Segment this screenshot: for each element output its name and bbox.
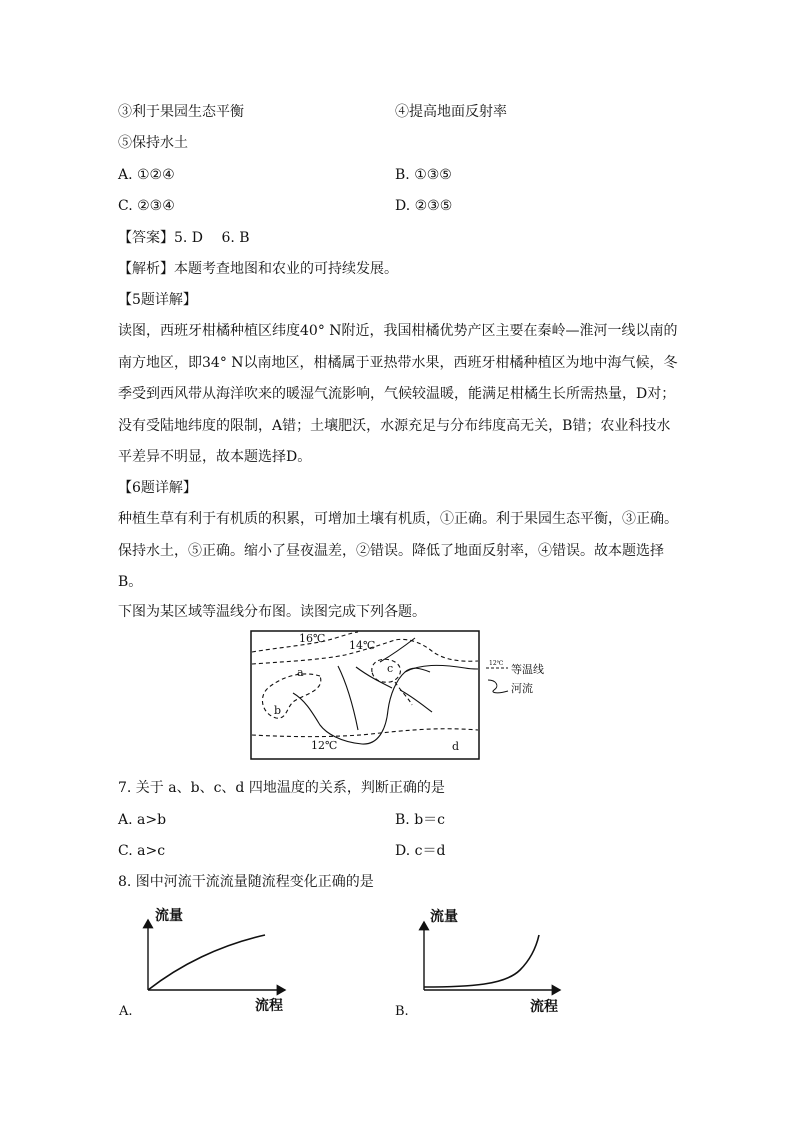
graph-a-ylabel: 流量	[155, 908, 183, 924]
label-14c: 14℃	[349, 639, 376, 652]
q7-choice-b: B. b＝c	[395, 812, 445, 828]
q6-detail-heading: 【6题详解】	[118, 480, 197, 496]
label-a: a	[297, 666, 304, 679]
label-12c: 12℃	[311, 739, 338, 752]
option-5: ⑤保持水土	[118, 135, 188, 151]
label-c: c	[387, 662, 394, 675]
answer-line: 【答案】5. D 6. B	[118, 230, 250, 246]
graph-b-option: B.	[395, 1004, 409, 1019]
graph-b	[395, 908, 560, 1019]
option-4: ④提高地面反射率	[395, 104, 507, 120]
q7-choice-d: D. c＝d	[395, 843, 446, 859]
graph-b-xlabel: 流程	[530, 999, 558, 1015]
q7-stem: 7. 关于 a、b、c、d 四地温度的关系，判断正确的是	[118, 780, 445, 796]
choice-a: A. ①②④	[118, 167, 175, 183]
legend-river: 河流	[511, 682, 533, 695]
q5-detail-text: 读图，西班牙柑橘种植区纬度40° N附近，我国柑橘优势产区主要在秦岭—淮河一线以南的南方地区，即34° N以南地区，柑橘属于亚热带水果，西班牙柑橘种植区为地中海气候，冬季受到西风带从海洋吹来的暖湿气流影响，气候较温暖，能满足柑橘生长所需热量，D对；没有受陆地纬度的限制，A错；土壤肥沃，水源充足与分布纬度高无关，B错；农业科技水平差异不明显，故本题选择D。	[118, 323, 678, 465]
label-d: d	[452, 740, 460, 753]
graph-b-ylabel: 流量	[430, 909, 458, 925]
analysis-line: 【解析】本题考查地图和农业的可持续发展。	[118, 261, 398, 277]
q8-stem: 8. 图中河流干流流量随流程变化正确的是	[118, 874, 374, 890]
legend-isotherm: 等温线	[511, 663, 544, 676]
graph-a-xlabel: 流程	[255, 998, 283, 1014]
choice-b: B. ①③⑤	[395, 167, 452, 183]
q7-choice-a: A. a>b	[118, 812, 167, 828]
label-16c: 16℃	[299, 632, 326, 645]
graph-a-option: A.	[119, 1004, 133, 1019]
q5-detail-heading: 【5题详解】	[118, 292, 197, 308]
q6-detail-text: 种植生草有利于有机质的积累，可增加土壤有机质，①正确。利于果园生态平衡，③正确。保持水土，⑤正确。缩小了昼夜温差，②错误。降低了地面反射率，④错误。故本题选择B。	[118, 511, 678, 590]
option-3: ③利于果园生态平衡	[118, 104, 244, 120]
choice-c: C. ②③④	[118, 198, 175, 214]
graph-b-curve	[424, 935, 539, 987]
graph-a-curve	[148, 935, 265, 990]
map-intro: 下图为某区域等温线分布图。读图完成下列各题。	[118, 604, 426, 620]
label-b: b	[274, 704, 282, 717]
choice-d: D. ②③⑤	[395, 198, 453, 214]
legend-swatch-label: 12℃	[489, 660, 504, 667]
graph-a	[118, 907, 285, 1019]
q7-choice-c: C. a>c	[118, 843, 166, 859]
